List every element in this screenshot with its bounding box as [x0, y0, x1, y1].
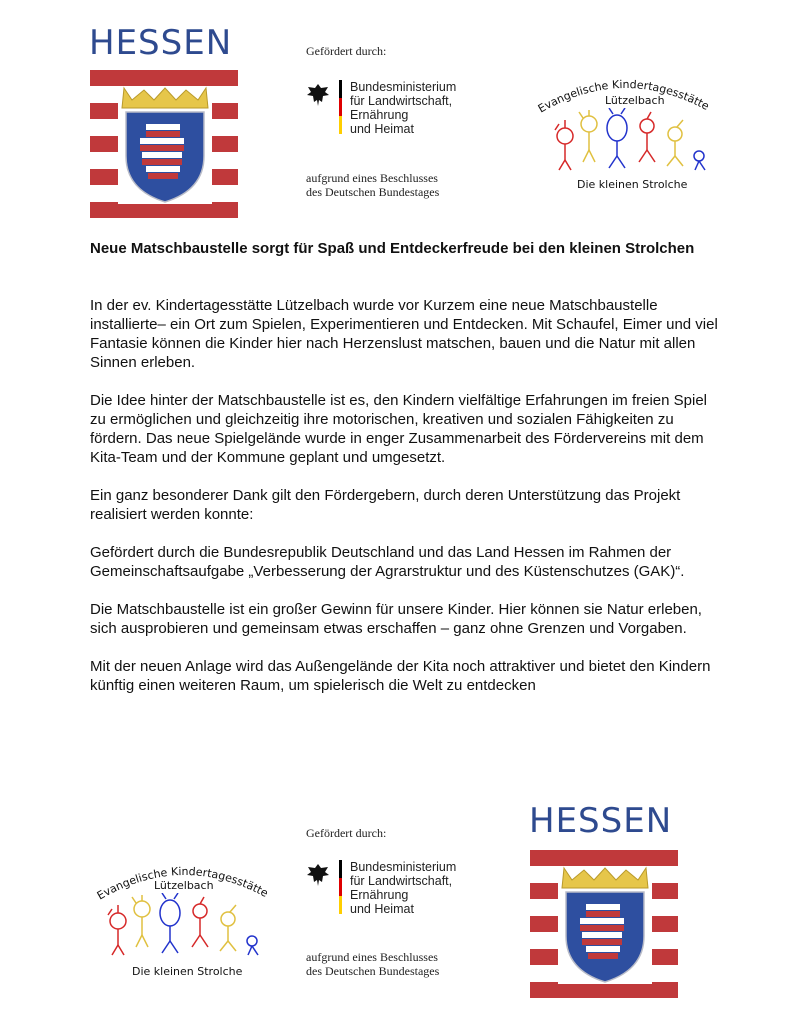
hessen-logo-top	[89, 23, 239, 221]
funded-by-label: Gefördert durch:	[306, 44, 387, 58]
flag-bar-gold	[339, 896, 342, 914]
kita-place: Lützelbach	[154, 879, 214, 892]
svg-text:Evangelische Kindertagesstätte: Evangelische Kindertagesstätte	[535, 77, 712, 116]
bmleh-logo-bottom	[306, 826, 506, 986]
funded-by-label: Gefördert durch:	[306, 826, 387, 840]
article-paragraph: In der ev. Kindertagesstätte Lützelbach wurde vor Kurzem eine neue Matschbaustelle installierte– ein Ort zum Spielen, Experimentieren und Entdecken. Mit Schaufel, Eimer und viel Fantasie können die Kinder hier nach Herzenslust matschen, bauen und die Natur mit allen Sinnen erleben.	[90, 297, 718, 371]
hessen-logo-bottom	[529, 801, 679, 1004]
article-paragraph: Ein ganz besonderer Dank gilt den Fördergebern, durch deren Unterstützung das Projekt realisiert werden konnte:	[90, 487, 681, 523]
flag-bar-black	[339, 80, 342, 98]
kita-place: Lützelbach	[605, 94, 665, 107]
hessen-flag	[90, 70, 238, 218]
article-paragraph: Die Idee hinter der Matschbaustelle ist es, den Kindern vielfältige Erfahrungen im freien Spiel zu ermöglichen und gleichzeitig ihre motorischen, kreativen und sozialen Fähigkeiten zu fördern. Das neue Spielgelände wurde in enger Zusammenarbeit des Fördervereins mit dem Kita-Team und der Kommune geplant und umgesetzt.	[90, 392, 708, 466]
hessen-coat-of-arms-icon	[558, 866, 652, 984]
federal-eagle-icon	[306, 82, 330, 108]
kita-logo-bottom	[92, 855, 277, 985]
svg-text:Evangelische Kindertagesstätte: Evangelische Kindertagesstätte	[94, 864, 271, 903]
article-headline: Neue Matschbaustelle sorgt für Spaß und Entdeckerfreude bei den kleinen Strolchen	[90, 240, 695, 257]
hessen-flag	[530, 850, 678, 998]
federal-eagle-icon	[306, 862, 330, 888]
article-paragraph: Mit der neuen Anlage wird das Außengelände der Kita noch attraktiver und bietet den Kindern künftig einen weiteren Raum, um spielerisch die Welt zu entdecken	[90, 658, 711, 694]
article-paragraph: Die Matschbaustelle ist ein großer Gewinn für unsere Kinder. Hier können sie Natur erleben, sich ausprobieren und gemeinsam etwas erschaffen – ganz ohne Grenzen und Vorgaben.	[90, 601, 702, 637]
bundestag-decision: aufgrund eines Beschlusses des Deutschen Bundestages	[306, 950, 440, 978]
article-paragraph: Gefördert durch die Bundesrepublik Deutschland und das Land Hessen im Rahmen der Gemeinschaftsaufgabe „Verbesserung der Agrarstruktur und des Küstenschutzes (GAK)“.	[90, 544, 685, 580]
children-drawing-icon	[549, 108, 714, 176]
hessen-logo-title: HESSEN	[529, 801, 673, 841]
ministry-name: Bundesministerium für Landwirtschaft, Ernährung und Heimat	[350, 860, 457, 916]
flag-bar-red	[339, 878, 342, 896]
flag-bar-black	[339, 860, 342, 878]
kita-tagline: Die kleinen Strolche	[132, 965, 243, 978]
article-body	[90, 296, 720, 695]
kita-logo-top	[533, 68, 718, 198]
flag-bar-gold	[339, 116, 342, 134]
hessen-logo-title: HESSEN	[89, 23, 233, 63]
bmleh-logo-top	[306, 44, 506, 204]
hessen-coat-of-arms-icon	[118, 86, 212, 204]
kita-tagline: Die kleinen Strolche	[577, 178, 688, 191]
children-drawing-icon	[102, 893, 267, 961]
bundestag-decision: aufgrund eines Beschlusses des Deutschen Bundestages	[306, 171, 440, 199]
ministry-name: Bundesministerium für Landwirtschaft, Ernährung und Heimat	[350, 80, 457, 136]
flag-bar-red	[339, 98, 342, 116]
